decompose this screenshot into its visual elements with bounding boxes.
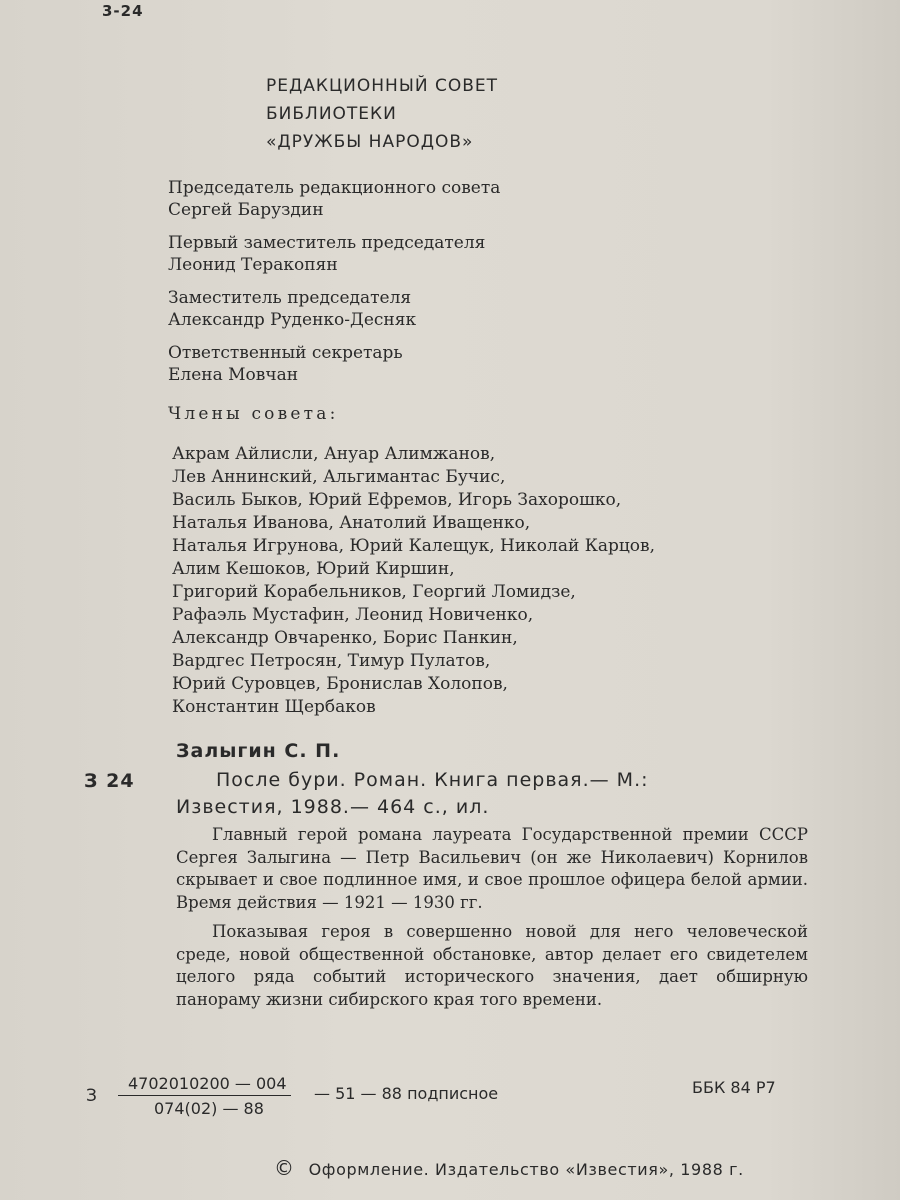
imprint-prefix: З bbox=[86, 1086, 97, 1106]
members-line: Лев Аннинский, Альгимантас Бучис, bbox=[172, 467, 506, 487]
members-line: Александр Овчаренко, Борис Панкин, bbox=[172, 628, 518, 648]
members-line: Наталья Иванова, Анатолий Иващенко, bbox=[172, 513, 531, 533]
members-line: Константин Щербаков bbox=[172, 697, 376, 717]
council-title bbox=[266, 72, 498, 156]
members-line: Акрам Айлисли, Ануар Алимжанов, bbox=[172, 444, 496, 464]
council-roles bbox=[168, 177, 500, 397]
council-title-line: БИБЛИОТЕКИ bbox=[266, 104, 397, 124]
imprint-fraction bbox=[118, 1074, 291, 1119]
members-line: Юрий Суровцев, Бронислав Холопов, bbox=[172, 674, 508, 694]
copyright-text: Оформление. Издательство «Известия», 1988 г. bbox=[308, 1160, 744, 1179]
catalog-class-code: З 24 bbox=[84, 770, 135, 792]
members-list bbox=[172, 443, 655, 719]
bibliographic-line: После бури. Роман. Книга первая.— М.: bbox=[216, 769, 649, 791]
bbk-code: ББК 84 Р7 bbox=[692, 1078, 776, 1097]
members-line: Наталья Игрунова, Юрий Калещук, Николай Карцов, bbox=[172, 536, 656, 556]
copyright-symbol: © bbox=[274, 1156, 295, 1180]
imprint-suffix: — 51 — 88 подписное bbox=[314, 1084, 499, 1103]
role-deputy bbox=[168, 287, 500, 331]
members-line: Василь Быков, Юрий Ефремов, Игорь Захорошко, bbox=[172, 490, 622, 510]
role-title: Ответственный секретарь bbox=[168, 343, 403, 363]
bibliographic-line: Известия, 1988.— 464 с., ил. bbox=[176, 796, 490, 818]
members-heading: Члены совета: bbox=[168, 404, 339, 424]
catalog-author: Залыгин С. П. bbox=[176, 740, 341, 762]
role-first-deputy bbox=[168, 232, 500, 276]
council-title-line: РЕДАКЦИОННЫЙ СОВЕТ bbox=[266, 76, 498, 96]
role-chairman bbox=[168, 177, 500, 221]
imprint-denominator: 074(02) — 88 bbox=[154, 1099, 264, 1118]
annotation bbox=[176, 824, 808, 1018]
role-person: Леонид Теракопян bbox=[168, 255, 338, 275]
members-line: Рафаэль Мустафин, Леонид Новиченко, bbox=[172, 605, 534, 625]
copyright-line bbox=[274, 1156, 744, 1180]
role-title: Заместитель председателя bbox=[168, 288, 412, 308]
role-title: Председатель редакционного совета bbox=[168, 178, 501, 198]
role-title: Первый заместитель председателя bbox=[168, 233, 486, 253]
bibliographic-description bbox=[176, 767, 649, 821]
council-title-line: «ДРУЖБЫ НАРОДОВ» bbox=[266, 132, 474, 152]
annotation-paragraph: Главный герой романа лауреата Государственной премии СССР Сергея Залыгина — Петр Васильевич (он же Николаевич) Корнилов скрывает и свое подлинное имя, и свое прошлое офицера белой армии. Время действия — 1921 — 1930 гг. bbox=[176, 825, 808, 912]
role-person: Александр Руденко-Десняк bbox=[168, 310, 417, 330]
role-secretary bbox=[168, 342, 500, 386]
role-person: Сергей Баруздин bbox=[168, 200, 324, 220]
corner-code: 3-24 bbox=[102, 2, 144, 20]
annotation-paragraph: Показывая героя в совершенно новой для него человеческой среде, новой общественной обстановке, автор делает его свидетелем целого ряда событий исторического значения, дает обширную панораму жизни сибирского края того времени. bbox=[176, 922, 808, 1009]
role-person: Елена Мовчан bbox=[168, 365, 299, 385]
members-line: Григорий Корабельников, Георгий Ломидзе, bbox=[172, 582, 576, 602]
members-line: Вардгес Петросян, Тимур Пулатов, bbox=[172, 651, 491, 671]
members-line: Алим Кешоков, Юрий Киршин, bbox=[172, 559, 455, 579]
imprint-numerator: 4702010200 — 004 bbox=[118, 1074, 291, 1096]
